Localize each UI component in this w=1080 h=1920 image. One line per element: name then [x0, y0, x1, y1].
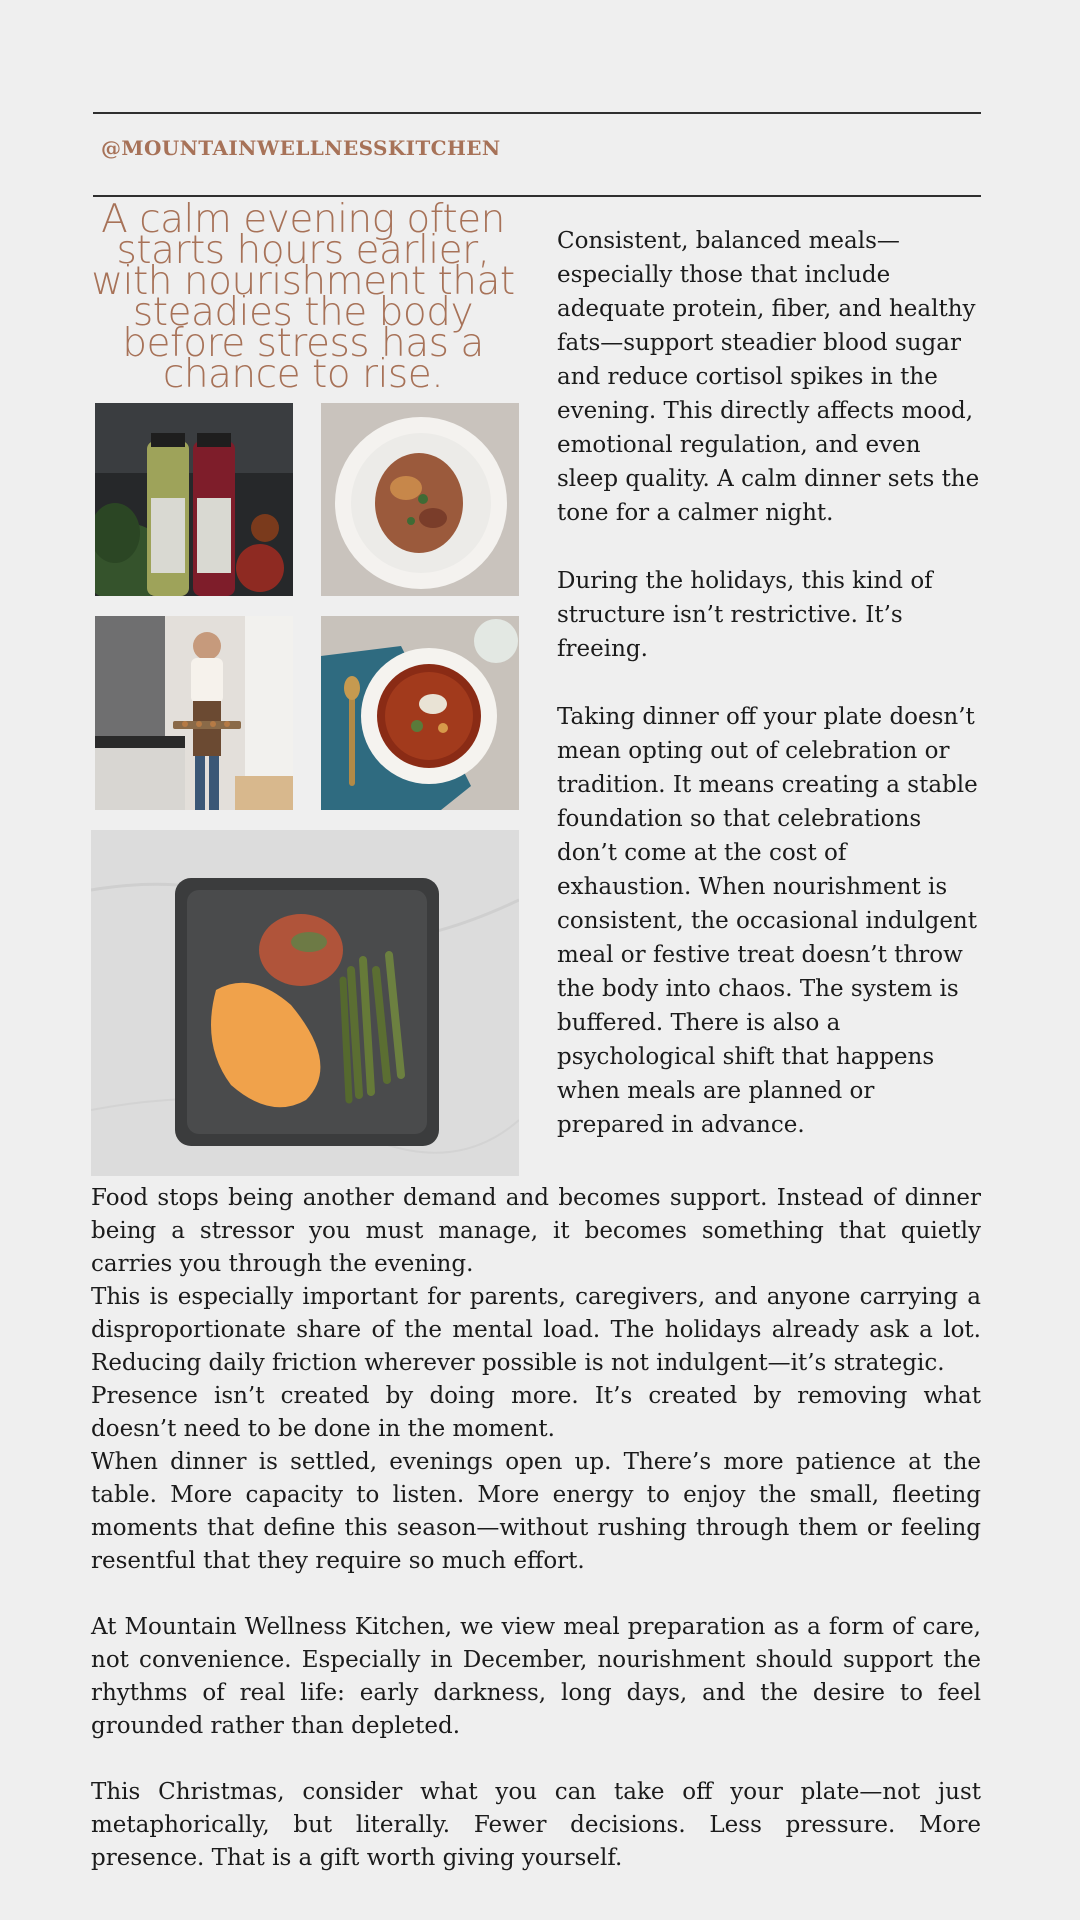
pull-quote: A calm evening often starts hours earlier, with nourishment that steadies the body before stress has a chance to rise.	[91, 197, 515, 397]
brand-handle: @MOUNTAINWELLNESSKITCHEN	[101, 136, 501, 160]
photo-juice-bottles	[95, 403, 293, 596]
photo-plated-dinner	[91, 830, 519, 1176]
photo-pasta-bowl	[321, 403, 519, 596]
right-column-text	[557, 224, 987, 1142]
closing-paragraph: This Christmas, consider what you can take off your plate—not just metaphorically, but literally. Fewer decisions. Less pressure. More presence. That is a gift worth giving yourself.	[91, 1779, 981, 1871]
body-paragraph: At Mountain Wellness Kitchen, we view meal preparation as a form of care, not convenience. Especially in December, nourishment should support the rhythms of real life: early darkness, long days, and the desire to feel grounded rather than depleted.	[91, 1614, 981, 1739]
body-paragraph: During the holidays, this kind of structure isn’t restrictive. It’s freeing.	[557, 568, 933, 662]
body-paragraph: When dinner is settled, evenings open up. There’s more patience at the table. More capacity to listen. More energy to enjoy the small, fleeting moments that define this season—without rushing through them or feeling resentful that they require so much effort.	[91, 1449, 981, 1574]
full-width-text	[91, 1182, 981, 1875]
body-paragraph: Taking dinner off your plate doesn’t mean opting out of celebration or tradition. It means creating a stable foundation so that celebrations don’t come at the cost of exhaustion. When nourishment is consistent, the occasional indulgent meal or festive treat doesn’t throw the body into chaos. The system is buffered. There is also a psychological shift that happens when meals are planned or prepared in advance.	[557, 704, 978, 1138]
body-paragraph: Food stops being another demand and becomes support. Instead of dinner being a stressor you must manage, it becomes something that quietly carries you through the evening.	[91, 1185, 981, 1277]
photo-soup-bowl	[321, 616, 519, 810]
body-paragraph: Consistent, balanced meals—especially those that include adequate protein, fiber, and healthy fats—support steadier blood sugar and reduce cortisol spikes in the evening. This directly affects mood, emotional regulation, and even sleep quality. A calm dinner sets the tone for a calmer night.	[557, 228, 980, 526]
header-top-rule	[93, 112, 981, 114]
photo-kitchen-baking	[95, 616, 293, 810]
body-paragraph: Presence isn’t created by doing more. It’s created by removing what doesn’t need to be done in the moment.	[91, 1383, 981, 1442]
body-paragraph: This is especially important for parents, caregivers, and anyone carrying a disproportionate share of the mental load. The holidays already ask a lot. Reducing daily friction wherever possible is not indulgent—it’s strategic.	[91, 1284, 981, 1376]
